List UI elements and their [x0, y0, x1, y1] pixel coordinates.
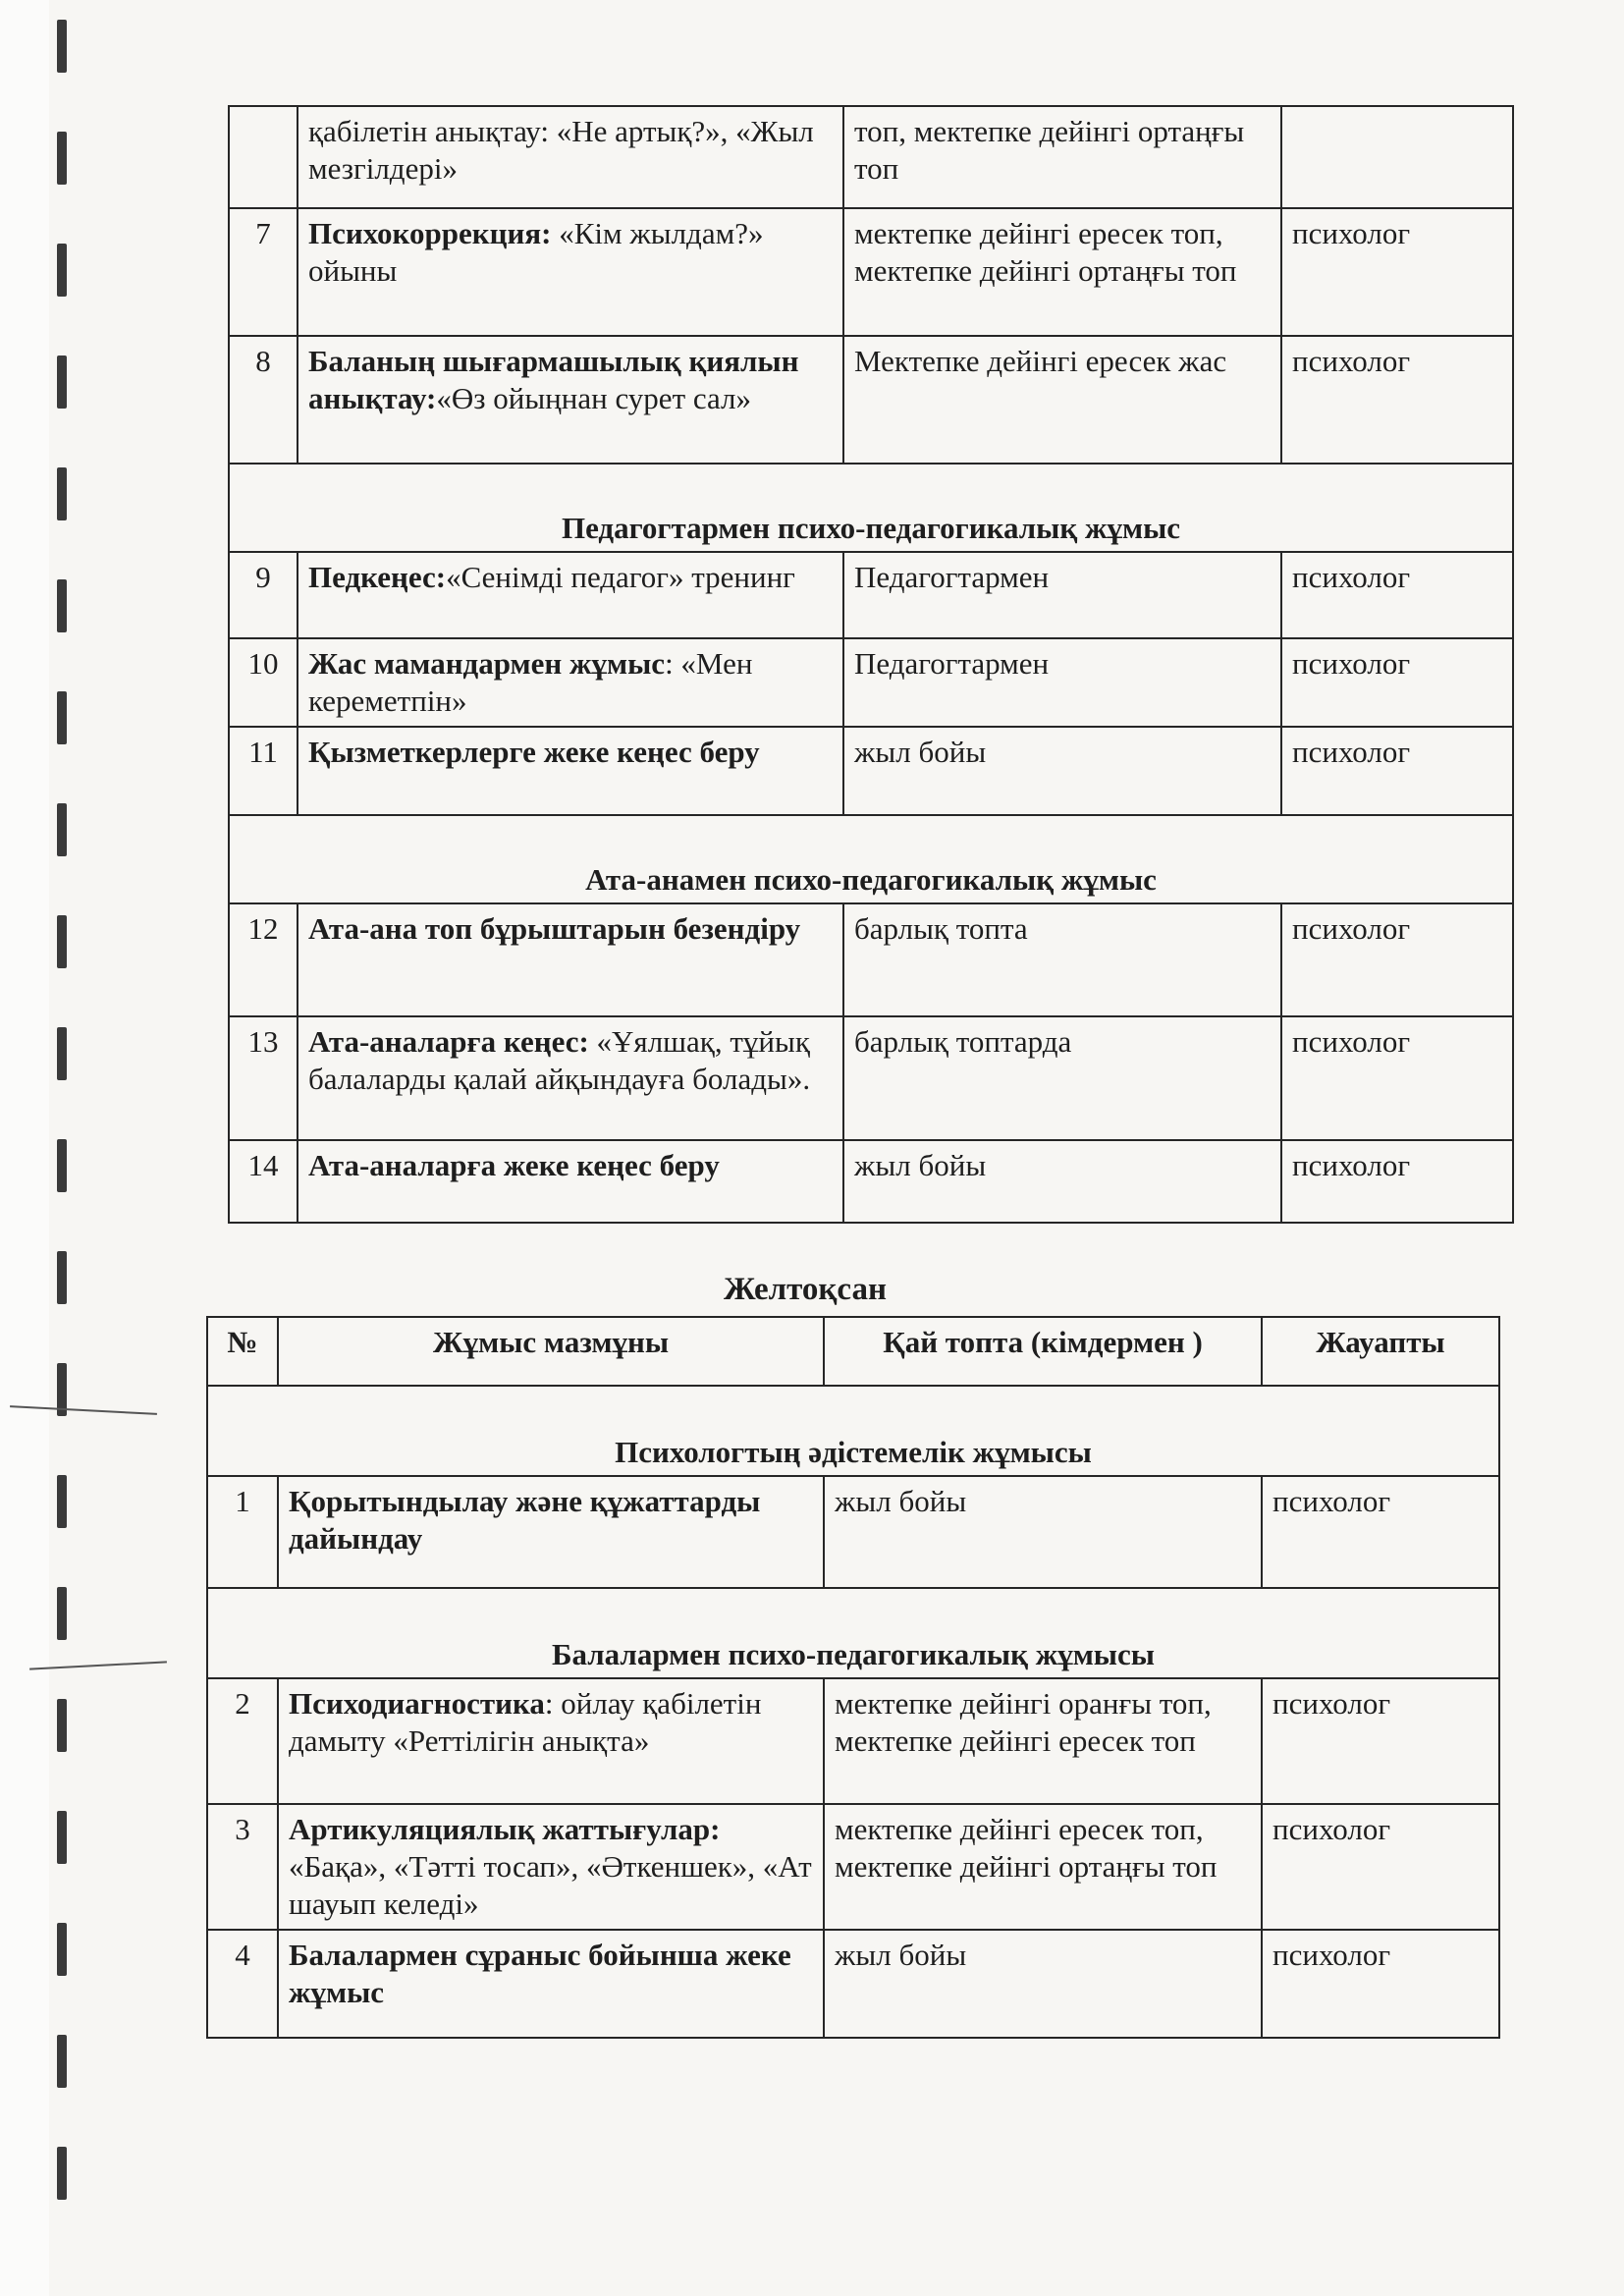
- table-row: [229, 638, 1513, 727]
- row-number: 9: [229, 552, 298, 638]
- table-row: [229, 1140, 1513, 1223]
- table-row: [229, 903, 1513, 1016]
- work-content: Балалармен сұраныс бойынша жеке жұмыс: [278, 1930, 824, 2038]
- table-row: [229, 552, 1513, 638]
- target-group: барлық топта: [843, 903, 1281, 1016]
- target-group: Педагогтармен: [843, 552, 1281, 638]
- binding-hole: [57, 1699, 67, 1752]
- target-group: барлық топтарда: [843, 1016, 1281, 1140]
- target-group: жыл бойы: [824, 1476, 1262, 1588]
- header-responsible: Жауапты: [1262, 1317, 1499, 1386]
- table-row: [229, 727, 1513, 815]
- responsible: психолог: [1262, 1476, 1499, 1588]
- binding-hole: [57, 1027, 67, 1080]
- section-row: [229, 815, 1513, 903]
- binding-hole: [57, 20, 67, 73]
- section-row: [229, 464, 1513, 552]
- responsible: психолог: [1281, 336, 1513, 464]
- binding-hole: [57, 1475, 67, 1528]
- binding-hole: [57, 1251, 67, 1304]
- work-content: Қорытындылау және құжаттарды дайындау: [278, 1476, 824, 1588]
- section-row: [207, 1386, 1499, 1476]
- work-content: Жас мамандармен жұмыс: «Мен кереметпін»: [298, 638, 843, 727]
- table-row: [229, 208, 1513, 336]
- table-row: [207, 1678, 1499, 1804]
- responsible: [1281, 106, 1513, 208]
- work-content: Психодиагностика: ойлау қабілетін дамыту «Реттілігін анықта»: [278, 1678, 824, 1804]
- table-row: [229, 106, 1513, 208]
- work-content: Психокоррекция: «Кім жылдам?» ойыны: [298, 208, 843, 336]
- binding-hole: [57, 1923, 67, 1976]
- responsible: психолог: [1281, 1016, 1513, 1140]
- responsible: психолог: [1262, 1930, 1499, 2038]
- header-content: Жұмыс мазмұны: [278, 1317, 824, 1386]
- row-number: 12: [229, 903, 298, 1016]
- binding-thread: [29, 1661, 167, 1669]
- row-number: 7: [229, 208, 298, 336]
- work-content: қабілетін анықтау: «Не артық?», «Жыл мезгілдері»: [298, 106, 843, 208]
- table-row: [229, 336, 1513, 464]
- binding-hole: [57, 132, 67, 185]
- table-row: [229, 1016, 1513, 1140]
- month-title: Желтоқсан: [724, 1272, 887, 1307]
- responsible: психолог: [1262, 1804, 1499, 1930]
- row-number: 14: [229, 1140, 298, 1223]
- row-number: 10: [229, 638, 298, 727]
- binding-hole: [57, 1139, 67, 1192]
- target-group: жыл бойы: [824, 1930, 1262, 2038]
- header-group: Қай топта (кімдермен ): [824, 1317, 1262, 1386]
- target-group: жыл бойы: [843, 727, 1281, 815]
- binding-hole: [57, 244, 67, 297]
- section-heading: Балалармен психо-педагогикалық жұмысы: [207, 1588, 1499, 1678]
- binding-hole: [57, 579, 67, 632]
- row-number: 3: [207, 1804, 278, 1930]
- binding-margin: [0, 0, 49, 2296]
- table-row: [207, 1476, 1499, 1588]
- work-content: Баланың шығармашылық қиялын анықтау:«Өз ойыңнан сурет сал»: [298, 336, 843, 464]
- row-number: 13: [229, 1016, 298, 1140]
- target-group: мектепке дейінгі ересек топ, мектепке дейінгі ортаңғы топ: [843, 208, 1281, 336]
- binding-hole: [57, 691, 67, 744]
- table-plan-part1: [228, 105, 1512, 1224]
- binding-hole: [57, 915, 67, 968]
- target-group: жыл бойы: [843, 1140, 1281, 1223]
- table-row: [207, 1804, 1499, 1930]
- binding-hole: [57, 803, 67, 856]
- work-content: Қызметкерлерге жеке кеңес беру: [298, 727, 843, 815]
- responsible: психолог: [1281, 552, 1513, 638]
- binding-hole: [57, 355, 67, 409]
- row-number: 2: [207, 1678, 278, 1804]
- header-number: №: [207, 1317, 278, 1386]
- binding-hole: [57, 2147, 67, 2200]
- work-content: Педкеңес:«Сенімді педагог» тренинг: [298, 552, 843, 638]
- target-group: топ, мектепке дейінгі ортаңғы топ: [843, 106, 1281, 208]
- row-number: 8: [229, 336, 298, 464]
- work-content: Ата-аналарға жеке кеңес беру: [298, 1140, 843, 1223]
- responsible: психолог: [1281, 727, 1513, 815]
- work-content: Артикуляциялық жаттығулар: «Бақа», «Тәтті тосап», «Әткеншек», «Ат шауып келеді»: [278, 1804, 824, 1930]
- binding-hole: [57, 2035, 67, 2088]
- section-heading: Психологтың әдістемелік жұмысы: [207, 1386, 1499, 1476]
- table-row: [207, 1930, 1499, 2038]
- binding-hole: [57, 467, 67, 520]
- responsible: психолог: [1281, 208, 1513, 336]
- responsible: психолог: [1262, 1678, 1499, 1804]
- row-number: 4: [207, 1930, 278, 2038]
- spiral-binding-holes: [57, 0, 71, 2296]
- row-number: [229, 106, 298, 208]
- work-content: Ата-аналарға кеңес: «Ұялшақ, тұйық балаларды қалай айқындауға болады».: [298, 1016, 843, 1140]
- responsible: психолог: [1281, 1140, 1513, 1223]
- target-group: Педагогтармен: [843, 638, 1281, 727]
- responsible: психолог: [1281, 638, 1513, 727]
- work-content: Ата-ана топ бұрыштарын безендіру: [298, 903, 843, 1016]
- table-plan-december: [206, 1316, 1498, 2039]
- row-number: 11: [229, 727, 298, 815]
- target-group: мектепке дейінгі ересек топ, мектепке дейінгі ортаңғы топ: [824, 1804, 1262, 1930]
- plan-table-1: [228, 105, 1514, 1224]
- target-group: Мектепке дейінгі ересек жас: [843, 336, 1281, 464]
- section-heading: Педагогтармен психо-педагогикалық жұмыс: [229, 464, 1513, 552]
- header-row: [207, 1317, 1499, 1386]
- target-group: мектепке дейінгі оранғы топ, мектепке дейінгі ересек топ: [824, 1678, 1262, 1804]
- binding-hole: [57, 1587, 67, 1640]
- row-number: 1: [207, 1476, 278, 1588]
- section-heading: Ата-анамен психо-педагогикалық жұмыс: [229, 815, 1513, 903]
- responsible: психолог: [1281, 903, 1513, 1016]
- binding-hole: [57, 1811, 67, 1864]
- section-row: [207, 1588, 1499, 1678]
- plan-table-2: [206, 1316, 1500, 2039]
